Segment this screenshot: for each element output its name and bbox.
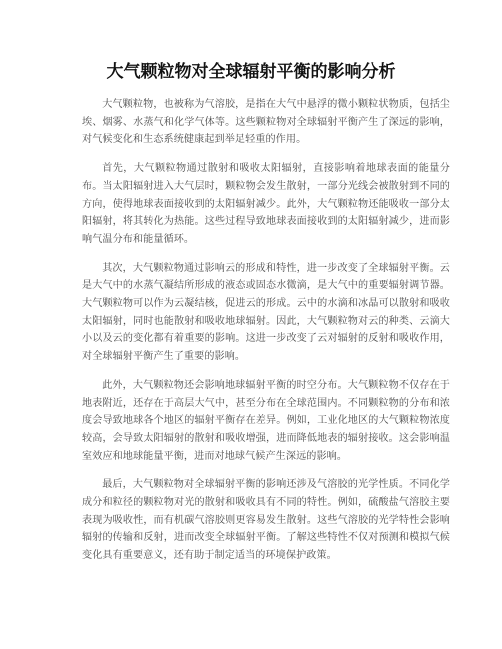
paragraph-third: 此外，大气颗粒物还会影响地球辐射平衡的时空分布。大气颗粒物不仅存在于地表附近，还存在于高层大气中，甚至分布在全球范围内。不同颗粒物的分布和浓度会导致地球各个地区的辐射平衡存在差异。例如，工业化地区的大气颗粒物浓度较高，会导致太阳辐射的散射和吸收增强，进而降低地表的辐射接收。这会影响温室效应和地球能量平衡，进而对地球气候产生深远的影响。 — [82, 379, 450, 462]
paragraph-second: 其次，大气颗粒物通过影响云的形成和特性，进一步改变了全球辐射平衡。云是大气中的水蒸气凝结所形成的液态或固态水微滴，是大气中的重要辐射调节器。大气颗粒物可以作为云凝结核，促进云的形成。云中的水滴和冰晶可以散射和吸收太阳辐射，同时也能散射和吸收地球辐射。因此，大气颗粒物对云的种类、云滴大小以及云的变化都有着重要的影响。这进一步改变了云对辐射的反射和吸收作用，对全球辐射平衡产生了重要的影响。 — [82, 262, 450, 363]
document-body — [82, 96, 450, 576]
paragraph-last: 最后，大气颗粒物对全球辐射平衡的影响还涉及气溶胶的光学性质。不同化学成分和粒径的颗粒物对光的散射和吸收具有不同的特性。例如，硫酸盐气溶胶主要表现为吸收性，而有机碳气溶胶则更容易发生散射。这些气溶胶的光学特性会影响辐射的传输和反射，进而改变全球辐射平衡。了解这些特性不仅对预测和模拟气候变化具有重要意义，还有助于制定适当的环境保护政策。 — [82, 479, 450, 562]
paragraph-first: 首先，大气颗粒物通过散射和吸收太阳辐射，直接影响着地球表面的能量分布。当太阳辐射进入大气层时，颗粒物会发生散射，一部分光线会被散射到不同的方向，使得地球表面接收到的太阳辐射减少。此外，大气颗粒物还能吸收一部分太阳辐射，将其转化为热能。这些过程导致地球表面接收到的太阳辐射减少，进而影响气温分布和能量循环。 — [82, 163, 450, 245]
paragraph-intro: 大气颗粒物，也被称为气溶胶，是指在大气中悬浮的微小颗粒状物质，包括尘埃、烟雾、水蒸气和化学气体等。这些颗粒物对全球辐射平衡产生了深远的影响，对气候变化和生态系统健康起到举足轻重的作用。 — [82, 99, 450, 146]
document-title: 大气颗粒物对全球辐射平衡的影响分析 — [106, 62, 396, 82]
